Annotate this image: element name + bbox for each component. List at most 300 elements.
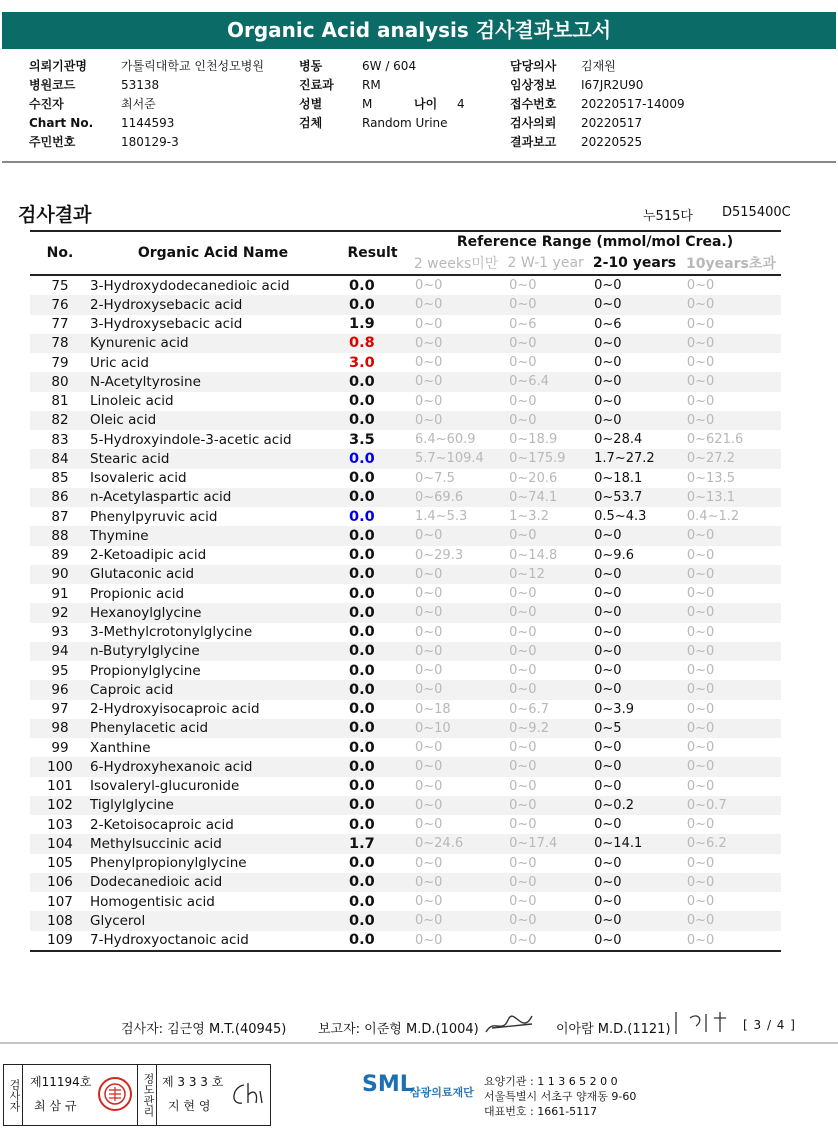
row-ref-range-1: 0~0: [409, 603, 503, 622]
row-ref-range-3: 0~0: [594, 624, 622, 640]
row-no: 93: [51, 624, 69, 641]
row-ref-range-3: 0~6: [594, 316, 622, 332]
age-label: 나이: [414, 97, 438, 111]
row-ref-range-1: 0~7.5: [415, 470, 455, 486]
row-result: 3.0: [349, 354, 375, 371]
row-ref-range-4: 0~0: [681, 642, 781, 661]
row-ref-range-3: 0~0: [588, 295, 681, 314]
row-ref-range-1: 0~0: [409, 873, 503, 892]
row-ref-range-3: 0~0: [588, 873, 681, 892]
table-row: [30, 834, 781, 853]
table-row: [30, 430, 781, 449]
row-name: n-Butyrylglycine: [90, 642, 336, 661]
row-name: 6-Hydroxyhexanoic acid: [90, 757, 336, 776]
row-result: 0.0: [336, 526, 409, 545]
row-ref-range-4: 0.4~1.2: [686, 509, 740, 525]
row-ref-range-2: 0~0: [503, 757, 588, 776]
row-ref-range-1: 0~0: [409, 680, 503, 699]
row-ref-range-3: 0~53.7: [588, 488, 681, 507]
table-row: [30, 449, 781, 468]
row-ref-range-3: 0~0: [594, 740, 622, 756]
row-ref-range-1: 0~0: [415, 624, 443, 640]
row-ref-range-4: 0~0: [686, 817, 715, 833]
tester-signature: 검사자: 김근영 M.T.(40945): [121, 1022, 287, 1037]
row-ref-range-4: 0~0: [686, 316, 715, 332]
row-ref-range-3: 0~5: [588, 719, 681, 738]
table-row: [30, 565, 781, 584]
table-row: [30, 719, 781, 738]
row-ref-range-2: 0~0: [509, 393, 537, 409]
row-ref-range-2: 0~0: [503, 411, 588, 430]
row-name: 3-Hydroxydodecanedioic acid: [90, 277, 290, 294]
table-row: [30, 392, 781, 411]
row-result: 0.0: [336, 449, 409, 468]
info-key: 검체: [299, 116, 323, 130]
row-no: 92: [30, 603, 90, 622]
info-key: 수진자: [29, 97, 64, 111]
row-ref-range-3: 0~0: [594, 817, 622, 833]
row-ref-range-2: 0~0: [509, 778, 537, 794]
info-value: RM: [362, 78, 381, 92]
row-ref-range-2: 0~175.9: [503, 449, 588, 468]
row-result: 0.0: [336, 757, 409, 776]
row-no: 77: [51, 316, 69, 333]
table-row: [30, 411, 781, 430]
ref-subheader-1: 2 weeks미만: [413, 256, 499, 272]
row-ref-range-4: 0~13.5: [686, 470, 735, 486]
info-key: 담당의사: [510, 59, 557, 73]
row-ref-range-1: 0~0: [409, 411, 503, 430]
row-ref-range-1: 0~0: [415, 278, 443, 294]
age-value: 4: [457, 97, 465, 111]
row-name: 3-Hydroxysebacic acid: [90, 316, 243, 333]
table-row: [30, 469, 781, 488]
row-ref-range-1: 0~0: [409, 642, 503, 661]
reporter2-signature: 이아람 M.D.(1121): [556, 1022, 671, 1037]
row-ref-range-2: 0~0: [503, 603, 588, 622]
row-ref-range-4: 0~0: [681, 719, 781, 738]
row-ref-range-4: 0~0: [681, 372, 781, 391]
row-ref-range-3: 0~0: [588, 411, 681, 430]
table-row: [30, 275, 781, 295]
row-ref-range-1: 0~10: [409, 719, 503, 738]
row-result: 0.8: [336, 334, 409, 353]
row-no: 81: [51, 393, 69, 410]
row-ref-range-3: 0~0: [594, 393, 622, 409]
row-name: Methylsuccinic acid: [90, 834, 336, 853]
table-row: [30, 584, 781, 603]
row-result: 1.7: [336, 834, 409, 853]
row-ref-range-4: 0~0: [686, 855, 715, 871]
info-key: 진료과: [299, 78, 334, 92]
row-no: 99: [51, 739, 69, 756]
table-row: [30, 854, 781, 873]
row-no: 100: [30, 757, 90, 776]
row-no: 91: [51, 585, 69, 602]
row-ref-range-3: 0~0: [594, 586, 622, 602]
row-ref-range-4: 0~0.7: [681, 796, 781, 815]
row-ref-range-2: 0~12: [503, 565, 588, 584]
row-name: 7-Hydroxyoctanoic acid: [90, 932, 249, 949]
row-ref-range-3: 0~0: [588, 680, 681, 699]
info-value: 최서준: [121, 97, 156, 111]
report-title: Organic Acid analysis 검사결과보고서: [2, 12, 836, 49]
row-result: 0.0: [336, 873, 409, 892]
row-result: 0.0: [336, 372, 409, 391]
row-result: 0.0: [349, 662, 375, 679]
row-ref-range-2: 0~0: [503, 526, 588, 545]
row-ref-range-4: 0~27.2: [681, 449, 781, 468]
row-no: 105: [47, 855, 73, 872]
row-no: 88: [30, 526, 90, 545]
row-ref-range-1: 0~0: [409, 796, 503, 815]
row-name: Glutaconic acid: [90, 565, 336, 584]
row-no: 83: [51, 431, 69, 448]
row-name: 2-Hydroxyisocaproic acid: [90, 701, 260, 718]
row-ref-range-1: 0~0: [409, 295, 503, 314]
row-ref-range-2: 0~0: [503, 334, 588, 353]
row-result: 0.0: [336, 911, 409, 930]
table-row: [30, 603, 781, 622]
row-result: 0.0: [349, 585, 375, 602]
row-ref-range-4: 0~0: [681, 757, 781, 776]
ref-subheader-4: 10years초과: [686, 256, 776, 272]
patient-info-col2: [299, 57, 465, 133]
info-value: Random Urine: [362, 116, 448, 130]
info-value: 53138: [121, 78, 160, 92]
info-key: 주민번호: [29, 135, 76, 149]
patient-info-col3: [510, 57, 685, 152]
row-ref-range-3: 0~0: [594, 894, 622, 910]
row-ref-range-1: 0~0: [409, 526, 503, 545]
row-ref-range-2: 0~0: [503, 911, 588, 930]
row-name: Isovaleric acid: [90, 470, 187, 487]
table-row: [30, 315, 781, 334]
row-ref-range-2: 0~18.9: [509, 432, 558, 448]
row-name: Tiglylglycine: [90, 796, 336, 815]
row-ref-range-4: 0~0: [686, 701, 715, 717]
row-ref-range-1: 0~0: [415, 586, 443, 602]
row-name: Uric acid: [90, 354, 149, 371]
row-ref-range-3: 0~28.4: [594, 432, 643, 448]
table-row: [30, 777, 781, 796]
row-name: Glycerol: [90, 911, 336, 930]
row-ref-range-2: 0~0: [503, 873, 588, 892]
info-value: 20220525: [581, 135, 643, 149]
ref-subheader-3: 2-10 years: [592, 255, 677, 271]
row-ref-range-2: 0~0: [509, 624, 537, 640]
row-ref-range-4: 0~0: [681, 526, 781, 545]
row-ref-range-2: 0~0: [503, 642, 588, 661]
org-line-1: 요양기관 : 1 1 3 6 5 2 0 0: [484, 1075, 618, 1088]
row-ref-range-2: 0~0: [503, 796, 588, 815]
row-name: Propionic acid: [90, 585, 185, 602]
row-no: 90: [30, 565, 90, 584]
row-result: 0.0: [336, 680, 409, 699]
results-table: [30, 230, 781, 952]
row-ref-range-3: 0~0: [594, 932, 622, 948]
info-value: M: [362, 97, 373, 111]
row-ref-range-3: 0.5~4.3: [594, 509, 647, 525]
row-no: 82: [30, 411, 90, 430]
row-ref-range-3: 0~0: [588, 526, 681, 545]
row-ref-range-2: 0~6: [509, 316, 537, 332]
row-ref-range-4: 0~0: [681, 680, 781, 699]
row-no: 84: [30, 449, 90, 468]
table-row: [30, 353, 781, 372]
row-name: Hexanoylglycine: [90, 603, 336, 622]
row-result: 0.0: [336, 796, 409, 815]
row-no: 89: [51, 547, 69, 564]
table-row: [30, 700, 781, 719]
row-name: 2-Hydroxysebacic acid: [90, 295, 336, 314]
table-row: [30, 873, 781, 892]
row-ref-range-2: 0~0: [509, 586, 537, 602]
row-ref-range-4: 0~0: [681, 411, 781, 430]
row-name: 2-Ketoadipic acid: [90, 547, 207, 564]
row-ref-range-1: 5.7~109.4: [409, 449, 503, 468]
row-name: n-Acetylaspartic acid: [90, 488, 336, 507]
row-name: Dodecanedioic acid: [90, 873, 336, 892]
row-result: 0.0: [336, 295, 409, 314]
row-ref-range-4: 0~0: [686, 393, 715, 409]
reporter2-signature-mark: [670, 1008, 734, 1038]
row-ref-range-3: 0~0: [594, 778, 622, 794]
row-name: N-Acetyltyrosine: [90, 372, 336, 391]
row-ref-range-2: 0~0: [509, 278, 537, 294]
row-ref-range-4: 0~0: [686, 894, 715, 910]
row-ref-range-1: 6.4~60.9: [415, 432, 476, 448]
row-ref-range-4: 0~0: [681, 334, 781, 353]
table-row: [30, 642, 781, 661]
row-ref-range-1: 0~0: [415, 663, 443, 679]
row-ref-range-4: 0~621.6: [686, 432, 744, 448]
row-result: 0.0: [349, 778, 375, 795]
table-row: [30, 526, 781, 545]
row-ref-range-2: 0~0: [503, 295, 588, 314]
row-ref-range-2: 0~0: [509, 740, 537, 756]
row-name: 2-Ketoisocaproic acid: [90, 816, 234, 833]
table-row: [30, 661, 781, 680]
table-row: [30, 757, 781, 776]
row-ref-range-2: 0~14.8: [509, 547, 558, 563]
table-row: [30, 892, 781, 911]
row-no: 97: [51, 701, 69, 718]
row-no: 87: [51, 508, 69, 525]
row-name: Oleic acid: [90, 411, 336, 430]
row-ref-range-4: 0~0: [686, 663, 715, 679]
row-no: 75: [51, 277, 69, 294]
qc-signature-mark: [226, 1077, 266, 1113]
row-no: 94: [30, 642, 90, 661]
license-1: 제11194호: [30, 1075, 92, 1089]
row-ref-range-4: 0~0: [681, 295, 781, 314]
row-ref-range-1: 0~0: [415, 817, 443, 833]
row-name: Phenylacetic acid: [90, 719, 336, 738]
row-ref-range-1: 0~18: [415, 701, 451, 717]
row-ref-range-4: 0~0: [686, 278, 715, 294]
row-no: 109: [47, 932, 73, 949]
results-body: [30, 275, 781, 951]
row-result: 0.0: [336, 719, 409, 738]
row-ref-range-3: 0~9.6: [594, 547, 634, 563]
row-no: 96: [30, 680, 90, 699]
row-result: 0.0: [349, 932, 375, 949]
row-ref-range-1: 0~0: [415, 778, 443, 794]
info-value: 20220517: [581, 116, 643, 130]
row-ref-range-2: 0~9.2: [503, 719, 588, 738]
row-ref-range-3: 1.7~27.2: [588, 449, 681, 468]
row-ref-range-2: 0~0: [509, 663, 537, 679]
info-key: 의뢰기관명: [29, 59, 87, 73]
row-ref-range-3: 0~0: [594, 355, 622, 371]
row-no: 76: [30, 295, 90, 314]
row-ref-range-1: 0~0: [415, 355, 443, 371]
row-ref-range-4: 0~0: [681, 603, 781, 622]
label-tester: 검사자: [4, 1065, 23, 1125]
table-row: [30, 738, 781, 757]
row-result: 0.0: [336, 603, 409, 622]
col-header-name: Organic Acid Name: [137, 245, 289, 261]
seal-icon: [96, 1075, 134, 1113]
row-ref-range-3: 0~0: [594, 663, 622, 679]
row-ref-range-2: 0~0: [509, 817, 537, 833]
row-result: 0.0: [349, 855, 375, 872]
row-ref-range-2: 0~0: [509, 355, 537, 371]
row-result: 0.0: [349, 893, 375, 910]
info-key: 병동: [299, 59, 323, 73]
row-ref-range-3: 0~0: [588, 911, 681, 930]
row-name: Caproic acid: [90, 680, 336, 699]
row-ref-range-2: 0~17.4: [503, 834, 588, 853]
page-indicator: [ 3 / 4 ]: [743, 1018, 796, 1032]
info-key: 검사의뢰: [510, 116, 557, 130]
row-result: 0.0: [349, 508, 375, 525]
row-result: 3.5: [349, 431, 375, 448]
patient-info-col1: [29, 57, 264, 152]
org-line-3: 대표번호 : 1661-5117: [484, 1105, 598, 1118]
label-qc: 정도관리: [137, 1065, 157, 1125]
row-no: 95: [51, 662, 69, 679]
table-row: [30, 911, 781, 930]
row-result: 0.0: [336, 565, 409, 584]
info-key: 병원코드: [29, 78, 76, 92]
row-ref-range-2: 0~0: [503, 680, 588, 699]
table-row: [30, 546, 781, 565]
row-ref-range-3: 0~0: [588, 642, 681, 661]
row-name: Kynurenic acid: [90, 334, 336, 353]
info-value: 김재원: [581, 59, 616, 73]
certification-box: [3, 1064, 271, 1126]
row-no: 86: [30, 488, 90, 507]
row-ref-range-3: 0~0: [588, 565, 681, 584]
row-name: Homogentisic acid: [90, 893, 215, 910]
row-result: 0.0: [336, 642, 409, 661]
row-ref-range-2: 0~20.6: [509, 470, 558, 486]
row-ref-range-3: 0~0.2: [588, 796, 681, 815]
row-result: 0.0: [349, 739, 375, 756]
section-code-1: 누515다: [643, 209, 693, 224]
row-ref-range-4: 0~0: [686, 586, 715, 602]
row-ref-range-1: 0~0: [409, 334, 503, 353]
row-no: 108: [30, 911, 90, 930]
table-row: [30, 815, 781, 834]
header-divider: [2, 161, 836, 163]
row-ref-range-1: 0~0: [415, 855, 443, 871]
license-2: 제 3 3 3 호: [162, 1075, 224, 1089]
row-ref-range-1: 0~0: [415, 740, 443, 756]
row-ref-range-2: 0~0: [509, 932, 537, 948]
row-ref-range-2: 0~0: [509, 855, 537, 871]
table-row: [30, 507, 781, 526]
col-header-reference: Reference Range (mmol/mol Crea.): [456, 234, 734, 250]
info-value: 180129-3: [121, 135, 179, 149]
row-name: Isovaleryl-glucuronide: [90, 778, 240, 795]
row-ref-range-4: 0~0: [686, 740, 715, 756]
table-row: [30, 796, 781, 815]
row-ref-range-3: 0~0: [588, 603, 681, 622]
row-ref-range-2: 0~6.4: [503, 372, 588, 391]
table-row: [30, 334, 781, 353]
bottom-strip: [0, 1042, 838, 1066]
row-no: 85: [51, 470, 69, 487]
row-ref-range-2: 0~74.1: [503, 488, 588, 507]
row-ref-range-4: 0~0: [686, 355, 715, 371]
row-ref-range-3: 0~0: [594, 855, 622, 871]
row-ref-range-1: 0~0: [409, 565, 503, 584]
row-name: Phenylpyruvic acid: [90, 508, 218, 525]
row-ref-range-4: 0~0: [686, 547, 715, 563]
row-ref-range-4: 0~0: [681, 873, 781, 892]
row-ref-range-4: 0~0: [686, 932, 715, 948]
row-ref-range-3: 0~14.1: [588, 834, 681, 853]
row-ref-range-3: 0~3.9: [594, 701, 634, 717]
row-ref-range-1: 0~0: [415, 894, 443, 910]
row-ref-range-1: 0~0: [415, 393, 443, 409]
section-title: 검사결과: [18, 204, 92, 226]
row-result: 0.0: [349, 624, 375, 641]
row-no: 107: [47, 893, 73, 910]
row-ref-range-4: 0~0: [686, 778, 715, 794]
info-key: 임상정보: [510, 78, 557, 92]
row-name: Thymine: [90, 526, 336, 545]
row-name: Stearic acid: [90, 449, 336, 468]
row-ref-range-3: 0~0: [588, 372, 681, 391]
ref-subheader-2: 2 W-1 year: [507, 255, 584, 271]
row-no: 103: [47, 816, 73, 833]
info-value: 1144593: [121, 116, 175, 130]
row-name: Phenylpropionylglycine: [90, 855, 247, 872]
row-ref-range-1: 0~0: [409, 911, 503, 930]
row-ref-range-2: 0~6.7: [509, 701, 549, 717]
row-result: 0.0: [349, 470, 375, 487]
row-ref-range-1: 0~69.6: [409, 488, 503, 507]
reporter-signature: 보고자: 이준형 M.D.(1004): [318, 1022, 479, 1037]
row-result: 0.0: [349, 816, 375, 833]
sml-logo: SML: [362, 1072, 414, 1097]
info-value: 가톨릭대학교 인천성모병원: [121, 59, 264, 73]
row-result: 0.0: [349, 701, 375, 718]
info-key: Chart No.: [29, 116, 94, 130]
info-key: 성별: [299, 97, 323, 111]
info-key: 결과보고: [510, 135, 557, 149]
row-ref-range-3: 0~18.1: [594, 470, 643, 486]
row-no: 80: [30, 372, 90, 391]
table-row: [30, 372, 781, 391]
info-value: 6W / 604: [362, 59, 417, 73]
row-result: 1.9: [349, 316, 375, 333]
table-row: [30, 488, 781, 507]
